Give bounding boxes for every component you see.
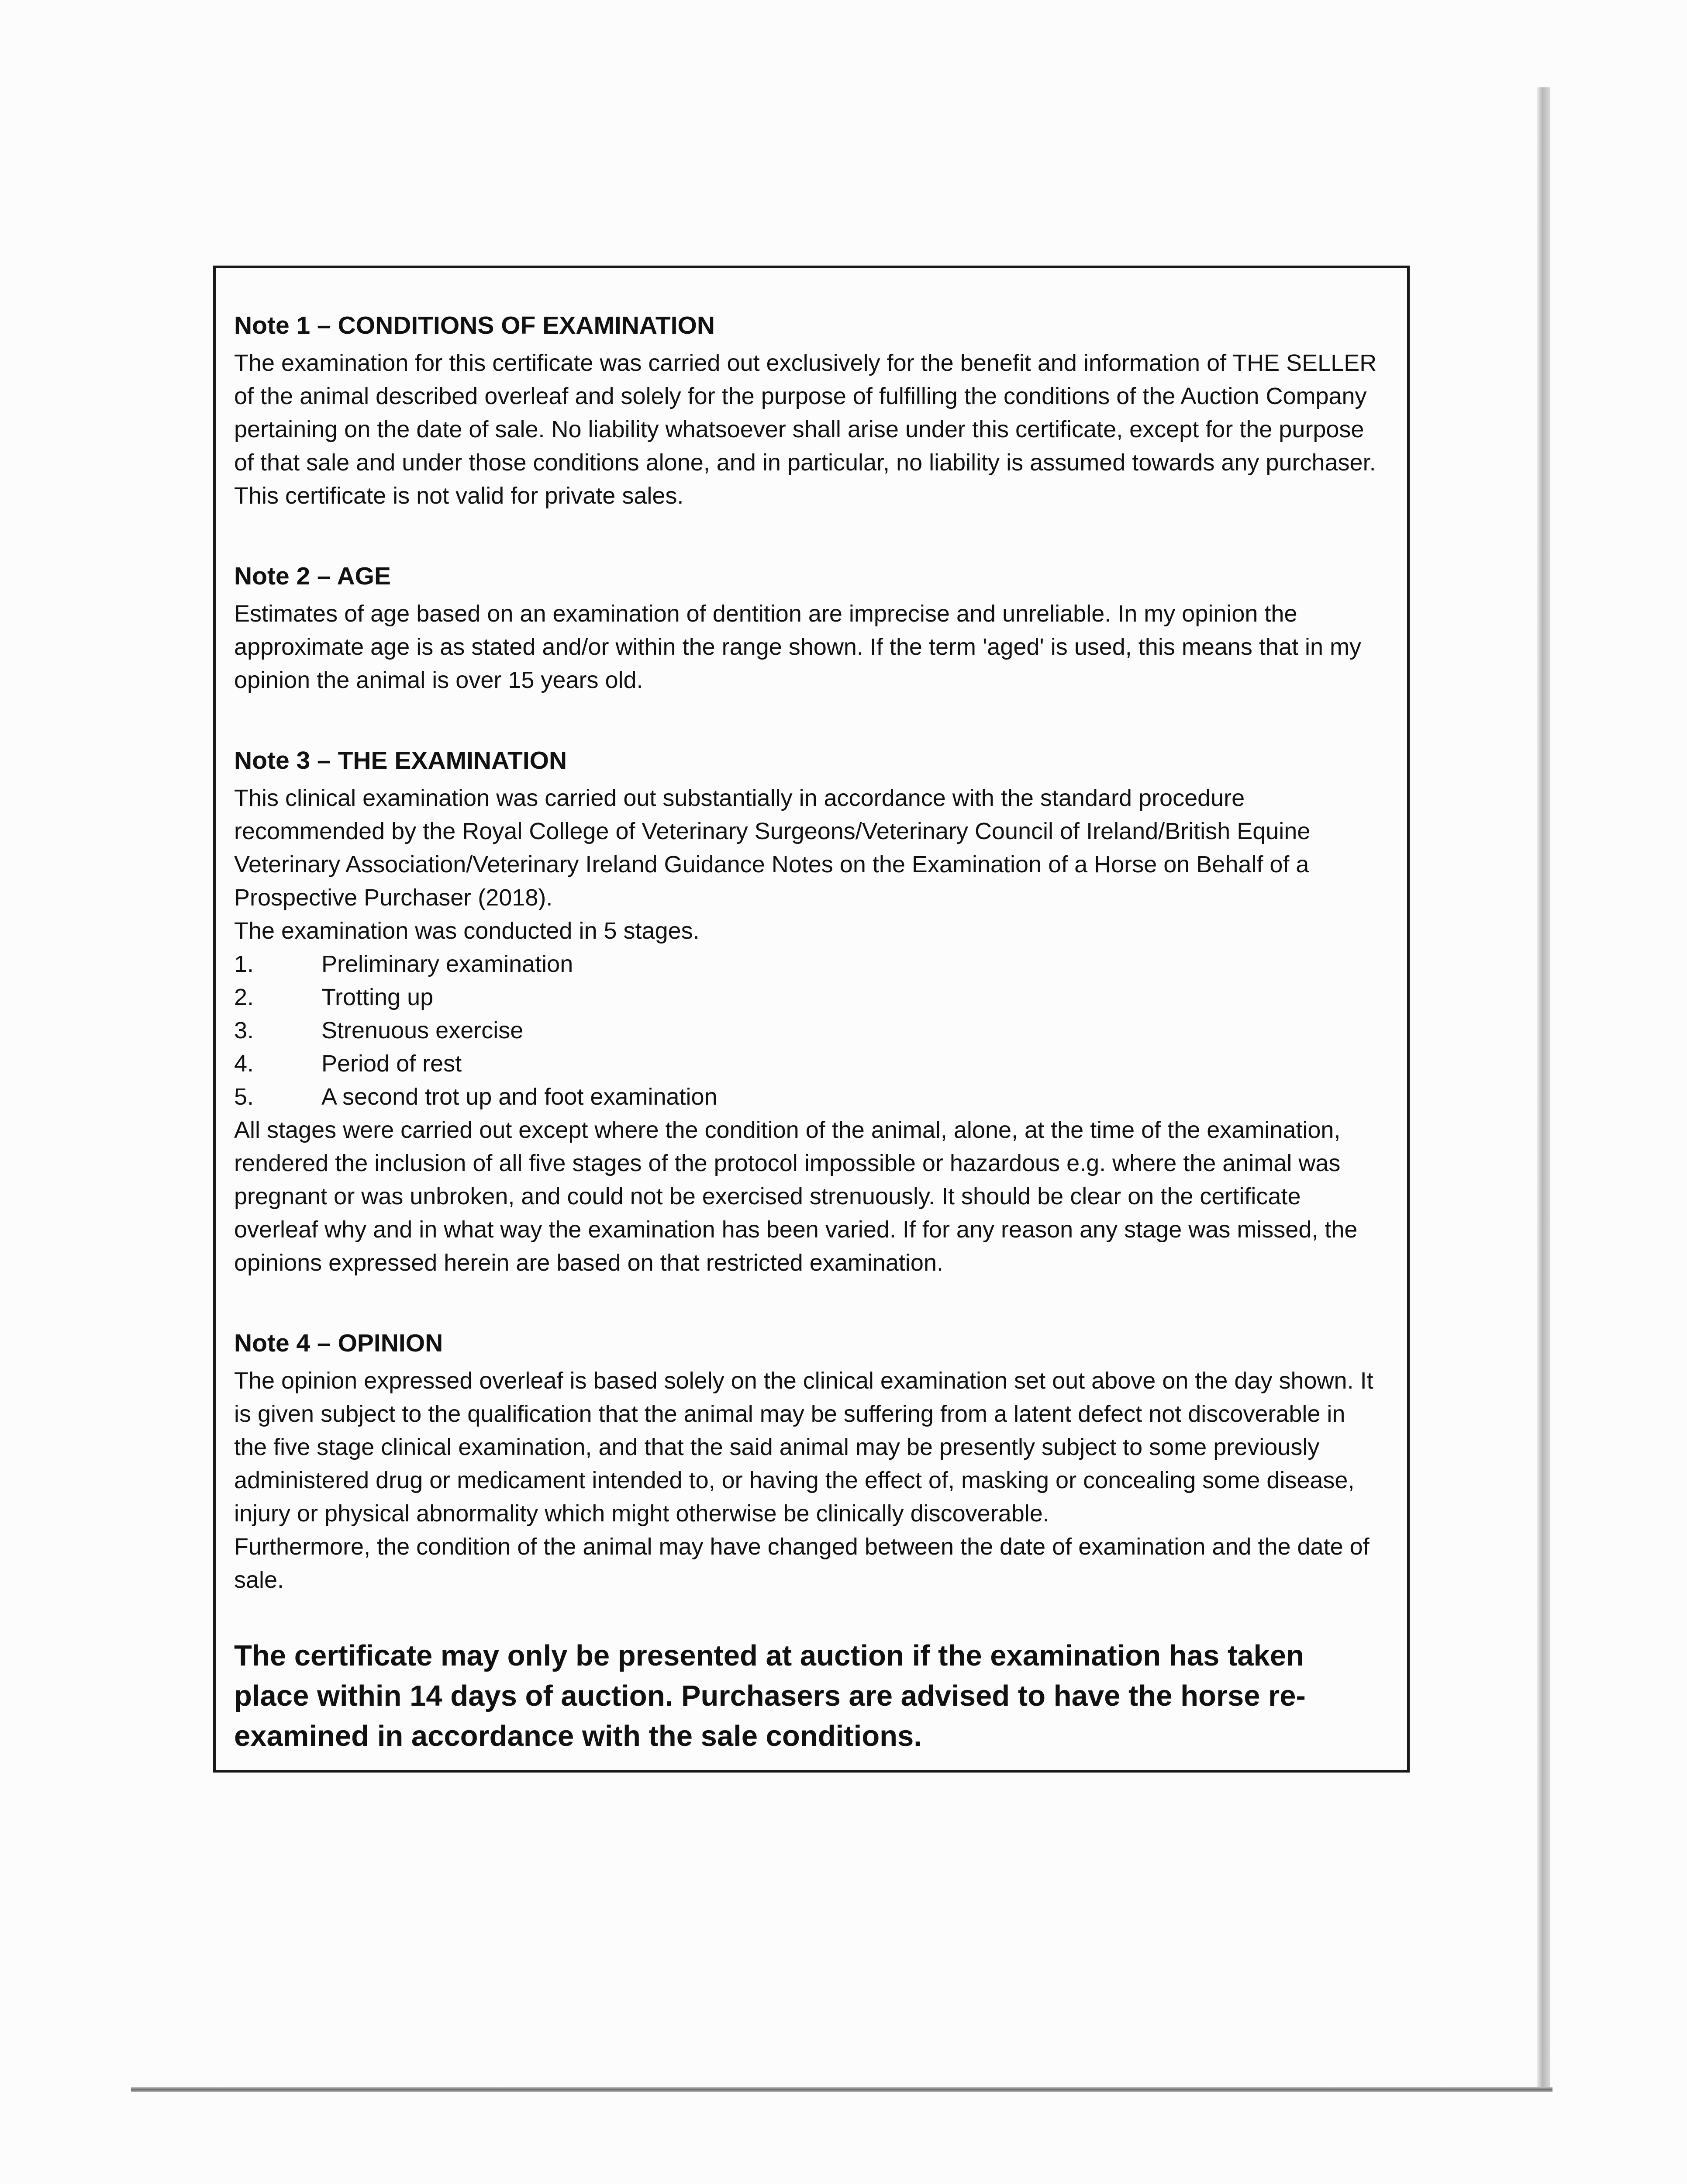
note-1-conditions <box>234 310 1381 512</box>
stage-item <box>234 1080 1381 1113</box>
stage-item <box>234 947 1381 981</box>
note-4-text-2: Furthermore, the condition of the animal may have changed between the date of examination and the date of sale. <box>234 1534 1370 1593</box>
stage-label: Trotting up <box>321 984 434 1010</box>
stage-item <box>234 1014 1381 1047</box>
stage-number: 5. <box>234 1084 254 1110</box>
notes-box <box>213 266 1410 1773</box>
stage-label: Preliminary examination <box>321 951 573 977</box>
note-3-closing: All stages were carried out except where the condition of the animal, alone, at the time of the examination, rendered the inclusion of all five stages of the protocol impossible or hazardous e.g. where the animal was pregnant or was unbroken, and could not be exercised strenuously. It should be clear on the certificate overleaf why and in what way the examination has been varied. If for any reason any stage was missed, the opinions expressed herein are based on that restricted examination. <box>234 1117 1358 1276</box>
stage-label: Period of rest <box>321 1051 462 1077</box>
stage-number: 1. <box>234 951 254 977</box>
paper-edge-bottom <box>131 2087 1552 2092</box>
note-4-title: Note 4 – OPINION <box>234 1329 443 1357</box>
stage-number: 2. <box>234 984 254 1010</box>
stage-label: Strenuous exercise <box>321 1017 524 1044</box>
stage-list <box>234 947 1381 1113</box>
note-4-opinion <box>234 1327 1381 1597</box>
note-3-title: Note 3 – THE EXAMINATION <box>234 746 567 774</box>
note-4-text-1: The opinion expressed overleaf is based solely on the clinical examination set out above on the day shown. It is given subject to the qualification that the animal may be suffering from a latent defect not discoverable in the five stage clinical examination, and that the said animal may be presently subject to some previously administered drug or medicament intended to, or having the effect of, masking or concealing some disease, injury or physical abnormality which might otherwise be clinically discoverable. <box>234 1368 1373 1527</box>
note-1-text: The examination for this certificate was carried out exclusively for the benefit and information of THE SELLER of the animal described overleaf and solely for the purpose of fulfilling the conditions of the Auction Company pertaining on the date of sale. No liability whatsoever shall arise under this certificate, except for the purpose of that sale and under those conditions alone, and in particular, no liability is assumed towards any purchaser. This certificate is not valid for private sales. <box>234 350 1377 509</box>
paper-edge-right <box>1537 87 1550 2092</box>
stage-number: 3. <box>234 1017 254 1044</box>
note-2-title: Note 2 – AGE <box>234 562 391 590</box>
stage-item <box>234 981 1381 1014</box>
note-2-age <box>234 560 1381 697</box>
note-3-stages-intro: The examination was conducted in 5 stages. <box>234 918 700 944</box>
note-3-intro: This clinical examination was carried out substantially in accordance with the standard procedure recommended by the Royal College of Veterinary Surgeons/Veterinary Council of Ireland/British Equine Veterinary Association/Veterinary Ireland Guidance Notes on the Examination of a Horse on Behalf of a Prospective Purchaser (2018). <box>234 785 1311 911</box>
stage-label: A second trot up and foot examination <box>321 1084 718 1110</box>
note-3-examination <box>234 745 1381 1279</box>
stage-item <box>234 1047 1381 1080</box>
note-1-title: Note 1 – CONDITIONS OF EXAMINATION <box>234 311 715 339</box>
note-2-text: Estimates of age based on an examination of dentition are imprecise and unreliable. In my opinion the approximate age is as stated and/or within the range shown. If the term 'aged' is used, this means that in my opinion the animal is over 15 years old. <box>234 601 1362 693</box>
auction-warning: The certificate may only be presented at auction if the examination has taken place within 14 days of auction. Purchasers are advised to have the horse re-examined in accordance with the sale conditions. <box>234 1639 1306 1752</box>
stage-number: 4. <box>234 1051 254 1077</box>
